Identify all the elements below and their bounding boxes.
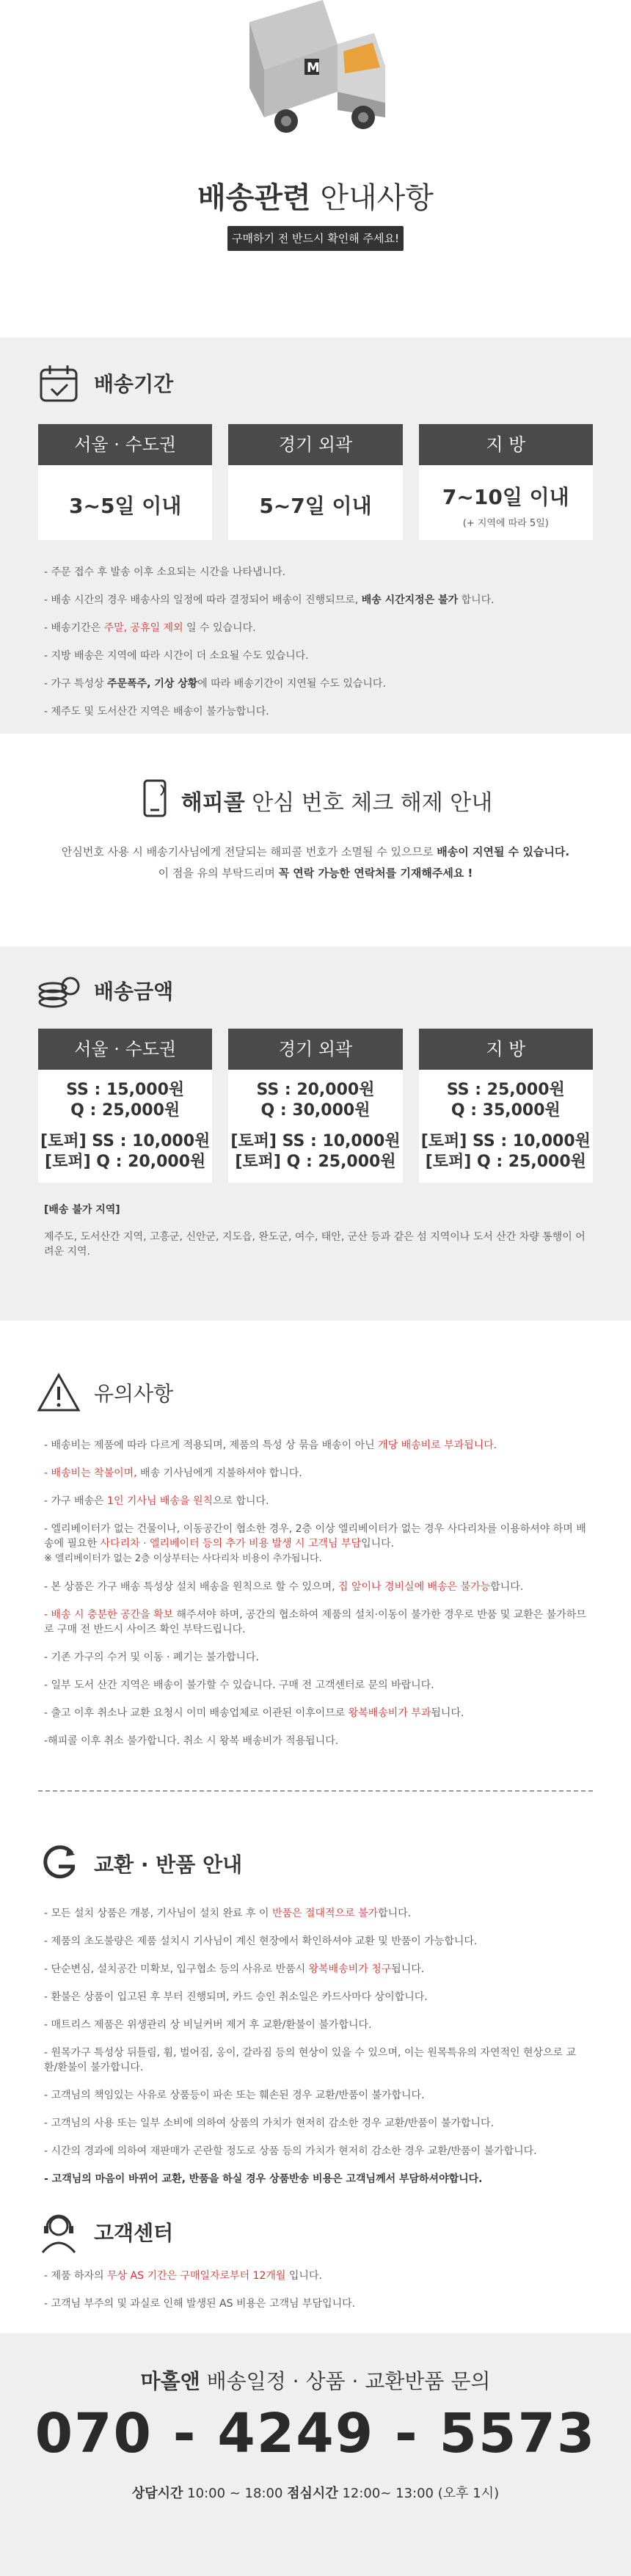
list-item: - 환불은 상품이 입고된 후 부터 진행되며, 카드 승인 취소일은 카드사마다 상이합니다. (44, 1991, 428, 2003)
list-item: - 원목가구 특성상 뒤틀림, 휨, 벌어짐, 옹이, 갈라짐 등의 현상이 있을 수 있으며, 이는 원목특유의 자연적인 현상으로 교환/환불이 불가합니다. (44, 2047, 577, 2073)
list-item: - 배송 시간의 경우 배송사의 일정에 따라 결정되어 배송이 진행되므로, 배송 시간지정은 불가 합니다. (44, 594, 495, 606)
section-title: 배송기간 (94, 372, 174, 396)
exchange-bullets (0, 1906, 631, 2186)
list-item: - 고객님의 책임있는 사유로 상품등이 파손 또는 훼손된 경우 교환/반품이 불가합니다. (44, 2090, 425, 2101)
list-item: - 엘리베이터가 없는 건물이나, 이동공간이 협소한 경우, 2층 이상 엘리베이터가 없는 경우 사다리차를 이용하셔야 하며 배송에 필요한 사다리차 · 엘리베이터 등의 추가 비용 발생 시 고객님 부담입니다. ※ 엘리베이터가 없는 2층 이상부터는 사다리차 비용이 추가됩니다. (44, 1523, 586, 1564)
hero (0, 0, 631, 337)
fee-card (228, 1029, 402, 1183)
card-value: 5~7일 이내 (259, 494, 372, 518)
truck-illustration (235, 0, 396, 154)
calendar-check-icon (35, 360, 82, 406)
list-item: - 배송비는 착불이며, 배송 기사님에게 지불하셔야 합니다. (44, 1467, 302, 1479)
price-topper-q: [토퍼] Q : 20,000원 (45, 1153, 206, 1171)
list-item: - 고객님의 사용 또는 일부 소비에 의하여 상품의 가치가 현저히 감소한 경우 교환/반품이 불가합니다. (44, 2117, 495, 2129)
list-item: - 가구 배송은 1인 기사님 배송을 원칙으로 합니다. (44, 1495, 269, 1507)
card-region: 지 방 (419, 424, 593, 465)
price-topper-ss: [토퍼] SS : 10,000원 (40, 1132, 211, 1150)
list-item: - 매트리스 제품은 위생관리 상 비닐커버 제거 후 교환/환불이 불가합니다. (44, 2019, 372, 2031)
period-cards (0, 424, 631, 540)
list-item: - 지방 배송은 지역에 따라 시간이 더 소요될 수도 있습니다. (44, 650, 309, 662)
card-region: 서울 · 수도권 (38, 1029, 212, 1070)
list-item: - 배송기간은 주말, 공휴일 제외 일 수 있습니다. (44, 622, 256, 634)
list-item: - 단순변심, 설치공간 미확보, 입구협소 등의 사유로 반품시 왕복배송비가 청구됩니다. (44, 1963, 425, 1975)
card-region: 경기 외곽 (228, 1029, 402, 1070)
section-title: 고객센터 (94, 2221, 174, 2245)
fee-card (419, 1029, 593, 1183)
exchange-icon (35, 1840, 82, 1887)
phone-number[interactable]: 070 - 4249 - 5573 (34, 2402, 597, 2465)
section-happycall (0, 734, 631, 946)
list-item: - 제품 하자의 무상 AS 기간은 구매일자로부터 12개월 입니다. (44, 2270, 322, 2282)
card-value: 3~5일 이내 (69, 494, 182, 518)
section-delivery-fee (0, 946, 631, 1321)
price-q: Q : 30,000원 (260, 1101, 371, 1120)
svg-text:M: M (307, 60, 320, 76)
card-region: 경기 외곽 (228, 424, 402, 465)
list-item: - 배송비는 제품에 따라 다르게 적용되며, 제품의 특성 상 묶음 배송이 아닌 개당 배송비로 부과됩니다. (44, 1440, 497, 1451)
happycall-text-1: 안심번호 사용 시 배송기사님에게 전달되는 해피콜 번호가 소멸될 수 있으므로 배송이 지연될 수 있습니다. (61, 845, 570, 858)
caution-bullets (0, 1438, 631, 1748)
unavailable-text: 제주도, 도서산간 지역, 고흥군, 신안군, 지도읍, 완도군, 여수, 태안, 군산 등과 같은 섬 지역이나 도서 산간 차량 통행이 어려운 지역. (44, 1231, 586, 1258)
unavailable-title: [배송 불가 지역] (44, 1204, 120, 1216)
list-item: - 고객님 부주의 및 과실로 인해 발생된 AS 비용은 고객님 부담입니다. (44, 2298, 356, 2310)
list-item: - 일부 도서 산간 지역은 배송이 불가할 수 있습니다. 구매 전 고객센터로 문의 바랍니다. (44, 1679, 434, 1691)
price-topper-ss: [토퍼] SS : 10,000원 (420, 1132, 591, 1150)
price-topper-q: [토퍼] Q : 25,000원 (425, 1153, 586, 1171)
price-ss: SS : 25,000원 (446, 1081, 565, 1099)
card-value: 7~10일 이내 (442, 485, 569, 509)
coins-icon (35, 967, 82, 1014)
section-customer-center (0, 2208, 631, 2333)
list-item: - 주문 접수 후 발송 이후 소요되는 시간을 나타냅니다. (44, 566, 286, 578)
list-item: - 제주도 및 도서산간 지역은 배송이 불가능합니다. (44, 706, 269, 718)
contact-footer (0, 2333, 631, 2576)
cs-bullets (0, 2269, 631, 2311)
fee-cards (0, 1029, 631, 1183)
list-item: - 시간의 경과에 의하여 재판매가 곤란할 정도로 상품 등의 가치가 현저히 감소한 경우 교환/반품이 불가합니다. (44, 2145, 537, 2157)
list-item: - 기존 가구의 수거 및 이동 · 폐기는 불가합니다. (44, 1652, 259, 1663)
section-title: 해피콜 안심 번호 체크 해제 안내 (180, 790, 493, 816)
price-topper-ss: [토퍼] SS : 10,000원 (230, 1132, 401, 1150)
list-item: - 배송 시 충분한 공간을 확보 해주셔야 하며, 공간의 협소하여 제품의 설치·이동이 불가한 경우로 반품 및 교환은 불가하므로 구매 전 반드시 사이즈 확인 부탁드립니다. (44, 1609, 586, 1635)
notice-badge: 구매하기 전 반드시 확인해 주세요! (227, 226, 404, 251)
contact-heading: 마홀앤 배송일정 · 상품 · 교환반품 문의 (140, 2369, 491, 2393)
period-card (228, 424, 402, 540)
price-ss: SS : 20,000원 (256, 1081, 375, 1099)
section-header (0, 1840, 631, 1887)
section-header (0, 967, 631, 1014)
business-hours: 상담시간 10:00 ~ 18:00 점심시간 12:00~ 13:00 (오후 1시) (131, 2486, 500, 2501)
price-ss: SS : 15,000원 (66, 1081, 185, 1099)
section-title: 교환 · 반품 안내 (94, 1853, 243, 1877)
period-card (38, 424, 212, 540)
phone-icon (139, 778, 171, 823)
warning-icon (35, 1369, 82, 1416)
price-q: Q : 25,000원 (70, 1101, 180, 1120)
fee-card (38, 1029, 212, 1183)
list-item: - 모든 설치 상품은 개봉, 기사님이 설치 완료 후 이 반품은 절대적으로 불가합니다. (44, 1908, 412, 1919)
list-item: - 고객님의 마음이 바뀌어 교환, 반품을 하실 경우 상품반송 비용은 고객님께서 부담하셔야합니다. (44, 2173, 483, 2185)
section-title: 배송금액 (94, 979, 174, 1004)
list-item: - 제품의 초도불량은 제품 설치시 기사님이 계신 현장에서 확인하셔야 교환 및 반품이 가능합니다. (44, 1935, 478, 1947)
page-title: 배송관련 안내사항 (197, 181, 434, 215)
section-header (0, 2208, 631, 2255)
section-header (0, 360, 631, 406)
card-subnote: (+ 지역에 따라 5일) (462, 518, 549, 529)
happycall-text-2: 이 점을 유의 부탁드리며 꼭 연락 가능한 연락처를 기재해주세요 ! (158, 866, 473, 880)
section-exchange-return (0, 1792, 631, 2247)
list-item: - 본 상품은 가구 배송 특성상 설치 배송을 원칙으로 할 수 있으며, 집 앞이나 경비실에 배송은 불가능합니다. (44, 1581, 524, 1593)
period-bullets (0, 565, 631, 719)
headset-agent-icon (35, 2208, 82, 2255)
price-topper-q: [토퍼] Q : 25,000원 (235, 1153, 396, 1171)
section-header (0, 1369, 631, 1416)
list-item: -해피콜 이후 취소 불가합니다. 취소 시 왕복 배송비가 적용됩니다. (44, 1735, 339, 1747)
list-item: - 가구 특성상 주문폭주, 기상 상황에 따라 배송기간이 지연될 수도 있습니다. (44, 678, 386, 690)
section-cautions (0, 1321, 631, 1790)
card-region: 서울 · 수도권 (38, 424, 212, 465)
period-card (419, 424, 593, 540)
price-q: Q : 35,000원 (451, 1101, 561, 1120)
list-item: - 출고 이후 취소나 교환 요청시 이미 배송업체로 이관된 이후이므로 왕복배송비가 부과됩니다. (44, 1707, 464, 1719)
section-delivery-period (0, 337, 631, 734)
section-title: 유의사항 (94, 1382, 174, 1406)
card-region: 지 방 (419, 1029, 593, 1070)
